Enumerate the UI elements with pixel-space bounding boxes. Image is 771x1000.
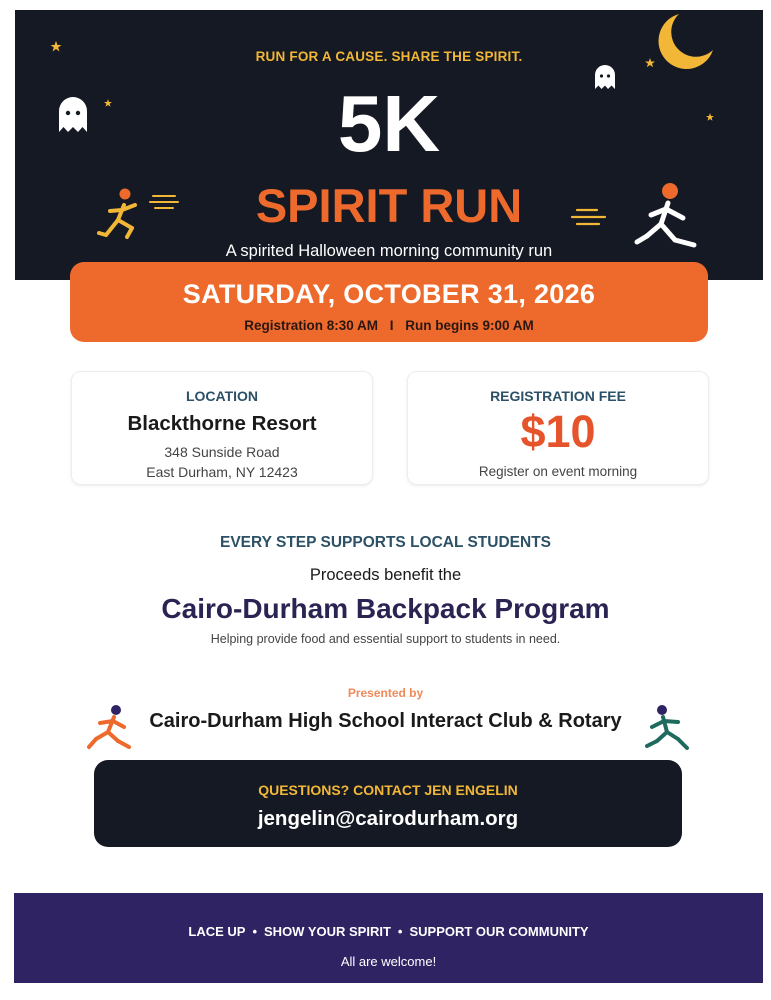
distance-heading: 5K [337, 79, 441, 168]
footer-separator: • [252, 924, 258, 939]
presented-by-label: Presented by [347, 686, 424, 700]
registration-time: Registration 8:30 AM [244, 318, 378, 333]
fee-amount: $10 [520, 406, 596, 457]
location-card [71, 371, 373, 485]
venue-street: 348 Sunside Road [164, 444, 280, 460]
date-band [70, 262, 708, 342]
program-description: Helping provide food and essential support to students in need. [210, 632, 561, 646]
footer-slogan [14, 924, 763, 939]
event-title: SPIRIT RUN [255, 179, 523, 232]
run-start-time: Run begins 9:00 AM [405, 318, 534, 333]
contact-prompt: QUESTIONS? CONTACT JEN ENGELIN [258, 782, 518, 798]
location-heading: LOCATION [185, 388, 259, 404]
hero-banner [15, 10, 763, 280]
hero-tagline: RUN FOR A CAUSE. SHARE THE SPIRIT. [255, 49, 523, 64]
footer-separator: • [397, 924, 403, 939]
footer-welcome: All are welcome! [340, 954, 437, 969]
contact-box [94, 760, 682, 847]
venue-city: East Durham, NY 12423 [146, 464, 298, 480]
program-name: Cairo-Durham Backpack Program [161, 593, 610, 624]
venue-name: Blackthorne Resort [127, 412, 317, 435]
presenter-name: Cairo-Durham High School Interact Club & Rotary [149, 710, 622, 732]
footer-item: SUPPORT OUR COMMUNITY [409, 924, 589, 939]
cause-intro: Proceeds benefit the [309, 566, 462, 584]
contact-email[interactable]: jengelin@cairodurham.org [257, 807, 519, 830]
event-times [70, 318, 708, 333]
event-subtitle: A spirited Halloween morning community run [225, 242, 553, 260]
fee-note: Register on event morning [478, 464, 638, 479]
time-separator: I [389, 318, 394, 333]
runner-icon [640, 703, 692, 755]
footer-item: SHOW YOUR SPIRIT [264, 924, 391, 939]
footer-item: LACE UP [188, 924, 246, 939]
fee-card [407, 371, 709, 485]
fee-heading: REGISTRATION FEE [490, 388, 626, 404]
cause-heading: EVERY STEP SUPPORTS LOCAL STUDENTS [219, 534, 552, 551]
event-date: SATURDAY, OCTOBER 31, 2026 [182, 279, 596, 309]
footer-banner [14, 893, 763, 983]
